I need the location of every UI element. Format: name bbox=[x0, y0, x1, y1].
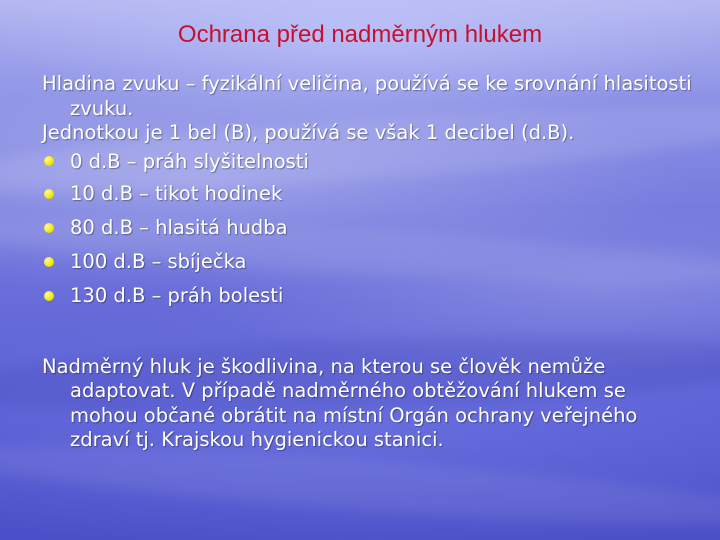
list-item bbox=[42, 211, 692, 245]
list-item-label: 100 d.B – sbíječka bbox=[70, 249, 247, 273]
list-item bbox=[42, 245, 692, 279]
list-item-label: 10 d.B – tikot hodinek bbox=[70, 181, 283, 205]
bullet-icon bbox=[44, 189, 54, 199]
slide-title: Ochrana před nadměrným hlukem bbox=[177, 21, 543, 48]
slide-body bbox=[42, 72, 692, 453]
list-item-label: 0 d.B – práh slyšitelnosti bbox=[70, 149, 309, 173]
closing-paragraph: Nadměrný hluk je škodlivina, na kterou se člověk nemůže adaptovat. V případě nadměrného obtěžování hlukem se mohou občané obrátit na místní Orgán ochrany veřejného zdraví tj. Krajskou hygienickou stanici. bbox=[42, 354, 638, 451]
bullet-icon bbox=[44, 291, 54, 301]
bullet-icon bbox=[44, 223, 54, 233]
bullet-icon bbox=[44, 156, 54, 166]
bullet-list bbox=[42, 146, 692, 313]
list-item bbox=[42, 177, 692, 211]
list-item bbox=[42, 146, 692, 177]
list-item-label: 80 d.B – hlasitá hudba bbox=[70, 215, 288, 239]
list-item-label: 130 d.B – práh bolesti bbox=[70, 283, 284, 307]
intro-paragraph-2: Jednotkou je 1 bel (B), používá se však 1 decibel (d.B). bbox=[42, 121, 575, 144]
intro-paragraph-1: Hladina zvuku – fyzikální veličina, používá se ke srovnání hlasitosti zvuku. bbox=[42, 72, 692, 120]
spacer bbox=[42, 313, 692, 355]
list-item bbox=[42, 279, 692, 313]
bullet-icon bbox=[44, 257, 54, 267]
